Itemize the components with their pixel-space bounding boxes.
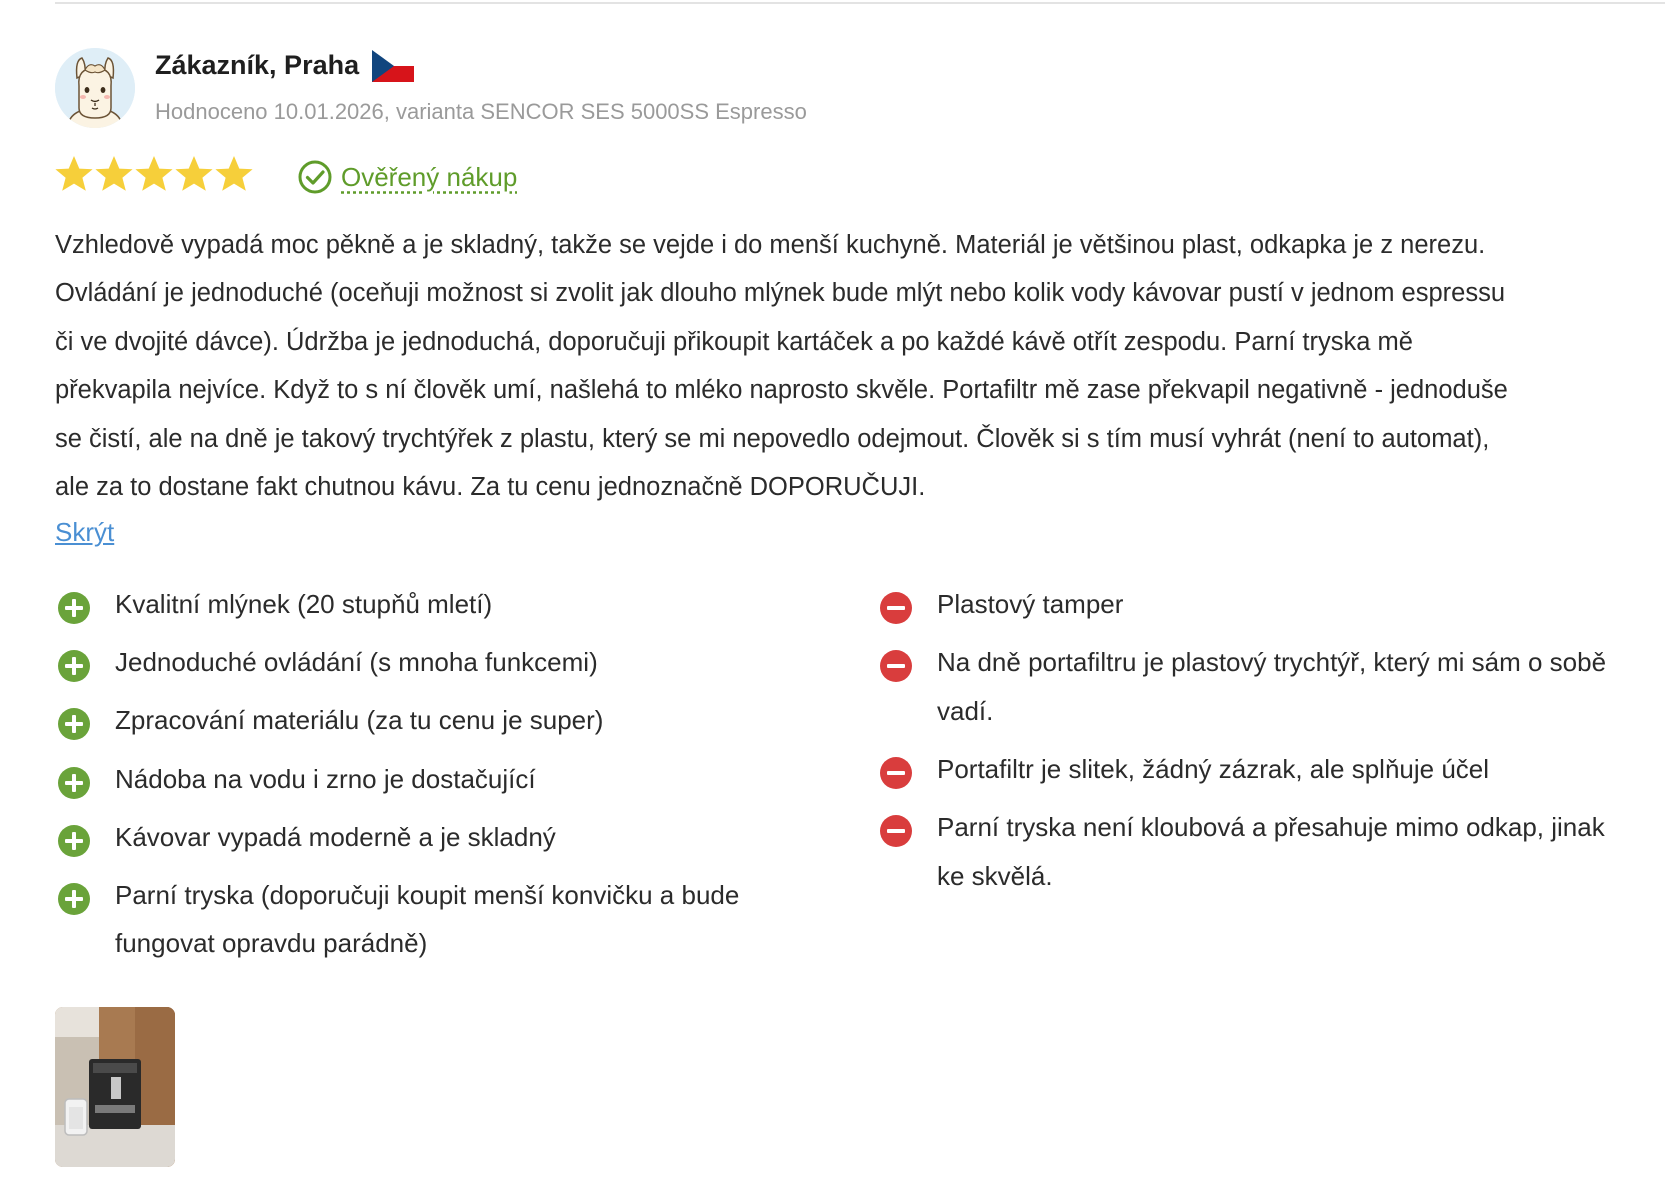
star-rating [54, 154, 254, 194]
minus-circle-icon [879, 814, 913, 848]
review-meta: Hodnoceno 10.01.2026, varianta SENCOR SES 5000SS Espresso [155, 99, 807, 124]
hide-link[interactable]: Skrýt [55, 517, 115, 547]
pro-item-text: fungovat opravdu parádně) [115, 928, 428, 959]
review-text [55, 221, 1665, 511]
pros-list [55, 588, 815, 986]
review-text-line: Ovládání je jednoduché (oceňuji možnost si zvolit jak dlouho mlýnek bude mlýt nebo kolik vody kávovar pustí v jednom espressu [55, 279, 1506, 308]
alpaca-avatar-icon [55, 48, 135, 128]
plus-circle-icon [57, 707, 91, 741]
con-item-text: vadí. [937, 695, 994, 726]
review-text-line: překvapila nejvíce. Když to s ní člověk umí, našlehá to mléko naprosto skvěle. Portafiltr mě zase překvapil negativně - jednoduše [55, 376, 1508, 405]
review-text-line: či ve dvojité dávce). Údržba je jednoduchá, doporučuji přikoupit kartáček a po každé kávě otřít zespodu. Parní tryska mě [55, 327, 1413, 356]
con-item-text: ke skvělá. [937, 860, 1053, 891]
star-icon [174, 154, 214, 194]
pro-item-text: Zpracování materiálu (za tu cenu je super) [115, 705, 604, 736]
con-item [877, 646, 1667, 753]
review-photo-thumbnail[interactable] [55, 1007, 175, 1167]
pro-item-text: Parní tryska (doporučuji koupit menší konvičku a bude [115, 879, 740, 910]
verified-purchase-badge[interactable] [297, 159, 517, 195]
review-text-line: se čistí, ale na dně je takový trychtýřek z plastu, který se mi nepovedlo odejmout. Člověk si s tím musí vyhrát (není to automat), [55, 424, 1490, 453]
pro-item [55, 879, 815, 986]
pro-item-text: Jednoduché ovládání (s mnoha funkcemi) [115, 647, 598, 678]
plus-circle-icon [57, 882, 91, 916]
plus-circle-icon [57, 649, 91, 683]
minus-circle-icon [879, 756, 913, 790]
plus-circle-icon [57, 766, 91, 800]
pro-item-text: Kvalitní mlýnek (20 stupňů mletí) [115, 589, 493, 619]
check-circle-icon [297, 159, 333, 195]
cons-list [877, 588, 1667, 918]
top-divider [55, 2, 1665, 4]
pro-item-text: Kávovar vypadá moderně a je skladný [115, 821, 556, 852]
con-item-text: Portafiltr je slitek, žádný zázrak, ale splňuje účel [937, 753, 1490, 784]
star-icon [94, 154, 134, 194]
pro-item-text: Nádoba na vodu i zrno je dostačující [115, 763, 536, 794]
plus-circle-icon [57, 591, 91, 625]
con-item-text: Parní tryska není kloubová a přesahuje mimo odkap, jinak [937, 812, 1605, 843]
star-icon [54, 154, 94, 194]
plus-circle-icon [57, 824, 91, 858]
star-icon [134, 154, 174, 194]
review-text-line: Vzhledově vypadá moc pěkně a je skladný, takže se vejde i do menší kuchyně. Materiál je většinou plast, odkapka je z nerezu. [55, 231, 1486, 259]
star-icon [214, 154, 254, 194]
minus-circle-icon [879, 649, 913, 683]
verified-purchase-label[interactable]: Ověřený nákup [341, 162, 518, 192]
reviewer-name: Zákazník, Praha [155, 50, 360, 80]
review-text-line: ale za to dostane fakt chutnou kávu. Za tu cenu jednoznačně DOPORUČUJI. [55, 473, 926, 502]
minus-circle-icon [879, 591, 913, 625]
con-item-text: Plastový tamper [937, 589, 1124, 619]
con-item-text: Na dně portafiltru je plastový trychtýř, který mi sám o sobě [937, 647, 1607, 678]
con-item [877, 811, 1667, 918]
czech-flag-icon [372, 50, 414, 82]
